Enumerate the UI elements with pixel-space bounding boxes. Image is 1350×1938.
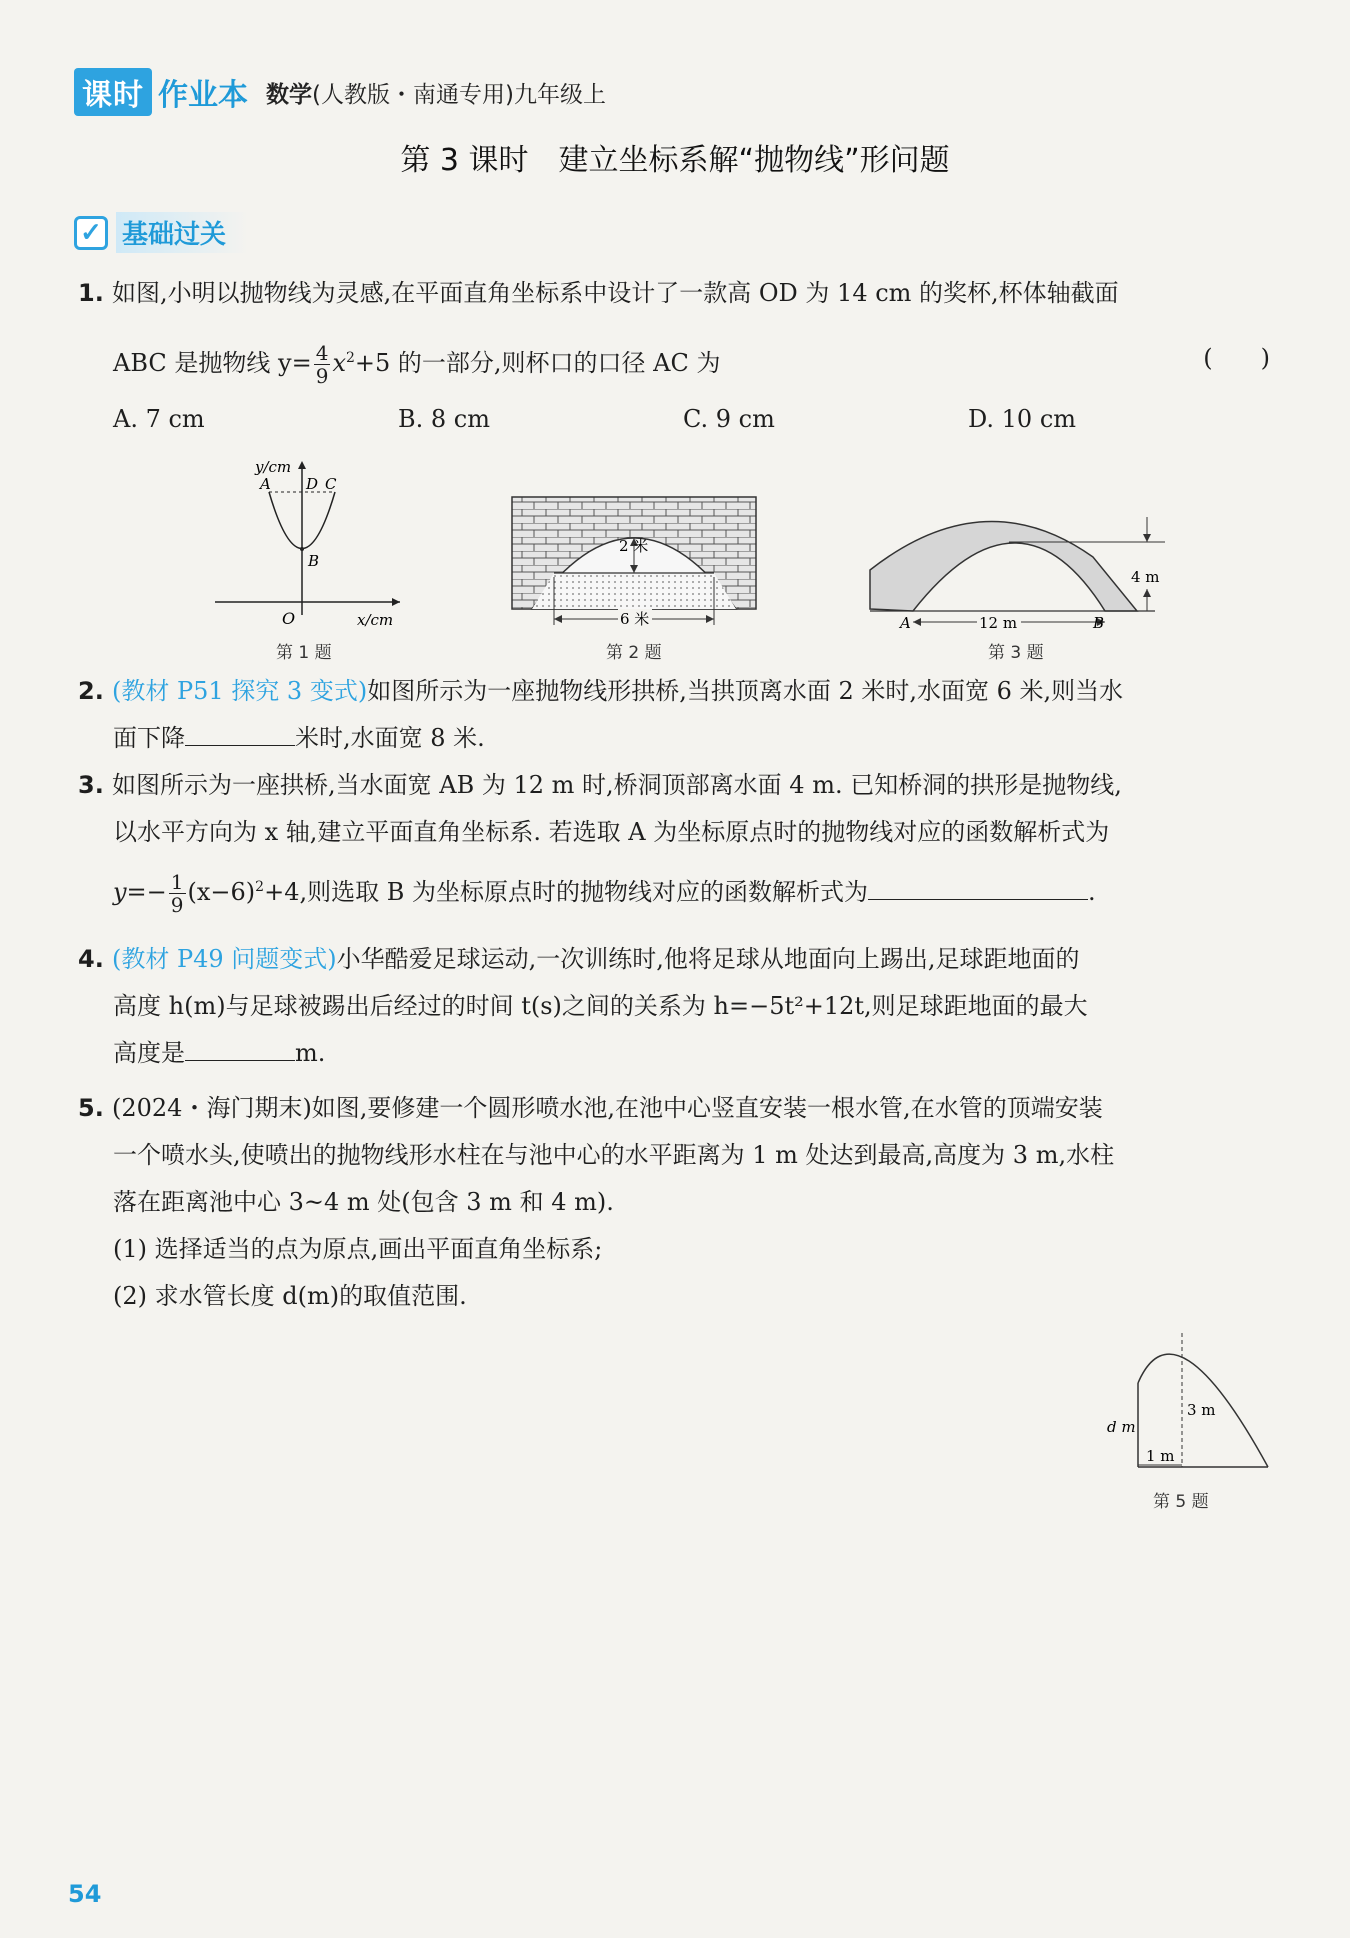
q4-answer-blank[interactable]: [185, 1030, 295, 1061]
q1-exponent: 2: [345, 350, 355, 366]
q4-line3-b: m.: [295, 1039, 326, 1067]
figure-3: [865, 505, 1175, 635]
q3-answer-blank[interactable]: [868, 869, 1088, 900]
q1-line2: [78, 335, 1270, 387]
q1-frac-den: 9: [315, 364, 329, 388]
question-3: [78, 762, 1270, 916]
page-header: [74, 70, 606, 114]
fig1-x-arrow-icon: [392, 598, 400, 606]
logo-part1: 课时: [74, 68, 152, 116]
fig3-arrow-up-icon: [1143, 589, 1151, 597]
fig2-width-label: 6 米: [620, 610, 650, 628]
q2-answer-blank[interactable]: [185, 715, 295, 746]
figure-2: [510, 495, 760, 635]
q1-option-b[interactable]: B. 8 cm: [398, 405, 490, 433]
q3-line3-end: .: [1087, 878, 1096, 906]
q5-line1: (2024・海门期末)如图,要修建一个圆形喷水池,在池中心竖直安装一根水管,在水管的顶端安装: [112, 1094, 1103, 1122]
q2-text-b2: 米时,水面宽 8 米.: [295, 724, 485, 752]
fig5-h-label: 3 m: [1187, 1401, 1216, 1419]
q3-frac-num: 1: [170, 870, 184, 894]
q1-options: [113, 405, 1253, 433]
fig3-label-a: A: [900, 614, 911, 632]
q3-exponent: 2: [255, 879, 265, 895]
q3-line3-c: +4,则选取 B 为坐标原点时的抛物线对应的函数解析式为: [264, 878, 868, 906]
fig1-label-a: A: [260, 475, 271, 493]
q1-line2-a: ABC 是抛物线 y=: [113, 349, 312, 377]
fig5-caption: 第 5 题: [1153, 1492, 1209, 1512]
q1-option-c[interactable]: C. 9 cm: [683, 405, 775, 433]
fig1-label-b: B: [308, 552, 320, 570]
q1-line2-b: x: [332, 349, 346, 377]
q1-line1: 如图,小明以抛物线为灵感,在平面直角坐标系中设计了一款高 OD 为 14 cm 的奖杯,杯体轴截面: [112, 279, 1119, 307]
q3-line3-a: y=−: [113, 878, 167, 906]
fig2-height-label: 2 米: [619, 537, 649, 555]
figure-5: [1100, 1325, 1280, 1480]
q1-number: 1.: [78, 279, 104, 307]
fig1-y-arrow-icon: [298, 461, 306, 469]
fig1-y-label: y/cm: [255, 458, 292, 476]
figure-1: [205, 455, 415, 635]
q1-frac-num: 4: [315, 341, 329, 365]
q4-number: 4.: [78, 945, 104, 973]
fig2-arrow-left-icon: [554, 615, 562, 623]
fig1-label-c: C: [325, 475, 337, 493]
fig3-height-label: 4 m: [1131, 568, 1160, 586]
q3-line2: 以水平方向为 x 轴,建立平面直角坐标系. 若选取 A 为坐标原点时的抛物线对应的函数解析式为: [113, 818, 1110, 846]
subject-line: [266, 76, 606, 109]
subject-rest: (人教版・南通专用)九年级上: [312, 81, 606, 108]
fig2-arrow-right-icon: [706, 615, 714, 623]
q1-answer-paren[interactable]: ( ): [1203, 344, 1270, 372]
q3-line1: 如图所示为一座拱桥,当水面宽 AB 为 12 m 时,桥洞顶部离水面 4 m. 已知桥洞的拱形是抛物线,: [112, 771, 1122, 799]
fig5-w-label: 1 m: [1146, 1447, 1175, 1465]
q4-line3-a: 高度是: [113, 1039, 185, 1067]
q5-number: 5.: [78, 1094, 104, 1122]
q3-number: 3.: [78, 771, 104, 799]
q3-frac-den: 9: [170, 893, 184, 917]
brand-logo: [74, 68, 248, 116]
logo-part2: 作业本: [158, 78, 248, 113]
q1-line2-c: +5 的一部分,则杯口的口径 AC 为: [354, 349, 721, 377]
question-5: [78, 1085, 1270, 1320]
lesson-title: 第 3 课时 建立坐标系解“抛物线”形问题: [400, 143, 950, 178]
fig2-water: [532, 573, 736, 609]
fig3-caption: 第 3 题: [988, 643, 1044, 663]
fig3-arrow-left-icon: [913, 618, 921, 626]
question-4: [78, 936, 1270, 1077]
q2-source: (教材 P51 探究 3 变式): [112, 677, 368, 705]
fig1-point-b: [300, 547, 304, 551]
checkbox-icon: ✓: [74, 216, 108, 250]
q5-sub2: (2) 求水管长度 d(m)的取值范围.: [113, 1282, 467, 1310]
q4-source: (教材 P49 问题变式): [112, 945, 337, 973]
fig3-arrow-down-icon: [1143, 534, 1151, 542]
subject-bold: 数学: [266, 81, 312, 108]
fig3-bridge: [870, 521, 1137, 611]
q3-fraction: [169, 871, 186, 916]
q2-text-b1: 面下降: [113, 724, 185, 752]
q2-number: 2.: [78, 677, 104, 705]
page-number: 54: [68, 1880, 102, 1908]
q5-line2: 一个喷水头,使喷出的抛物线形水柱在与池中心的水平距离为 1 m 处达到最高,高度为 3 m,水柱: [113, 1141, 1115, 1169]
fig5-d-label: d m: [1107, 1418, 1136, 1436]
question-2: [78, 668, 1270, 762]
fig1-label-d: D: [306, 475, 319, 493]
fig1-x-label: x/cm: [357, 611, 394, 629]
fig3-label-b: B: [1093, 614, 1105, 632]
q2-text-a: 如图所示为一座抛物线形拱桥,当拱顶离水面 2 米时,水面宽 6 米,则当水: [367, 677, 1124, 705]
q4-line2: 高度 h(m)与足球被踢出后经过的时间 t(s)之间的关系为 h=−5t²+12t,则足球距地面的最大: [113, 992, 1088, 1020]
fig3-width-label: 12 m: [979, 614, 1018, 632]
q1-fraction: [314, 342, 331, 387]
q1-option-a[interactable]: A. 7 cm: [113, 405, 205, 433]
q4-line1: 小华酷爱足球运动,一次训练时,他将足球从地面向上踢出,足球距地面的: [336, 945, 1080, 973]
q3-line3-b: (x−6): [187, 878, 256, 906]
q5-line3: 落在距离池中心 3~4 m 处(包含 3 m 和 4 m).: [113, 1188, 614, 1216]
fig1-origin-label: O: [282, 609, 296, 628]
fig1-caption: 第 1 题: [276, 643, 332, 663]
section-label: 基础过关: [116, 212, 248, 253]
fig2-caption: 第 2 题: [606, 643, 662, 663]
q1-option-d[interactable]: D. 10 cm: [968, 405, 1077, 433]
question-1: [78, 270, 1270, 387]
q5-sub1: (1) 选择适当的点为原点,画出平面直角坐标系;: [113, 1235, 603, 1263]
section-tag: [74, 212, 248, 253]
